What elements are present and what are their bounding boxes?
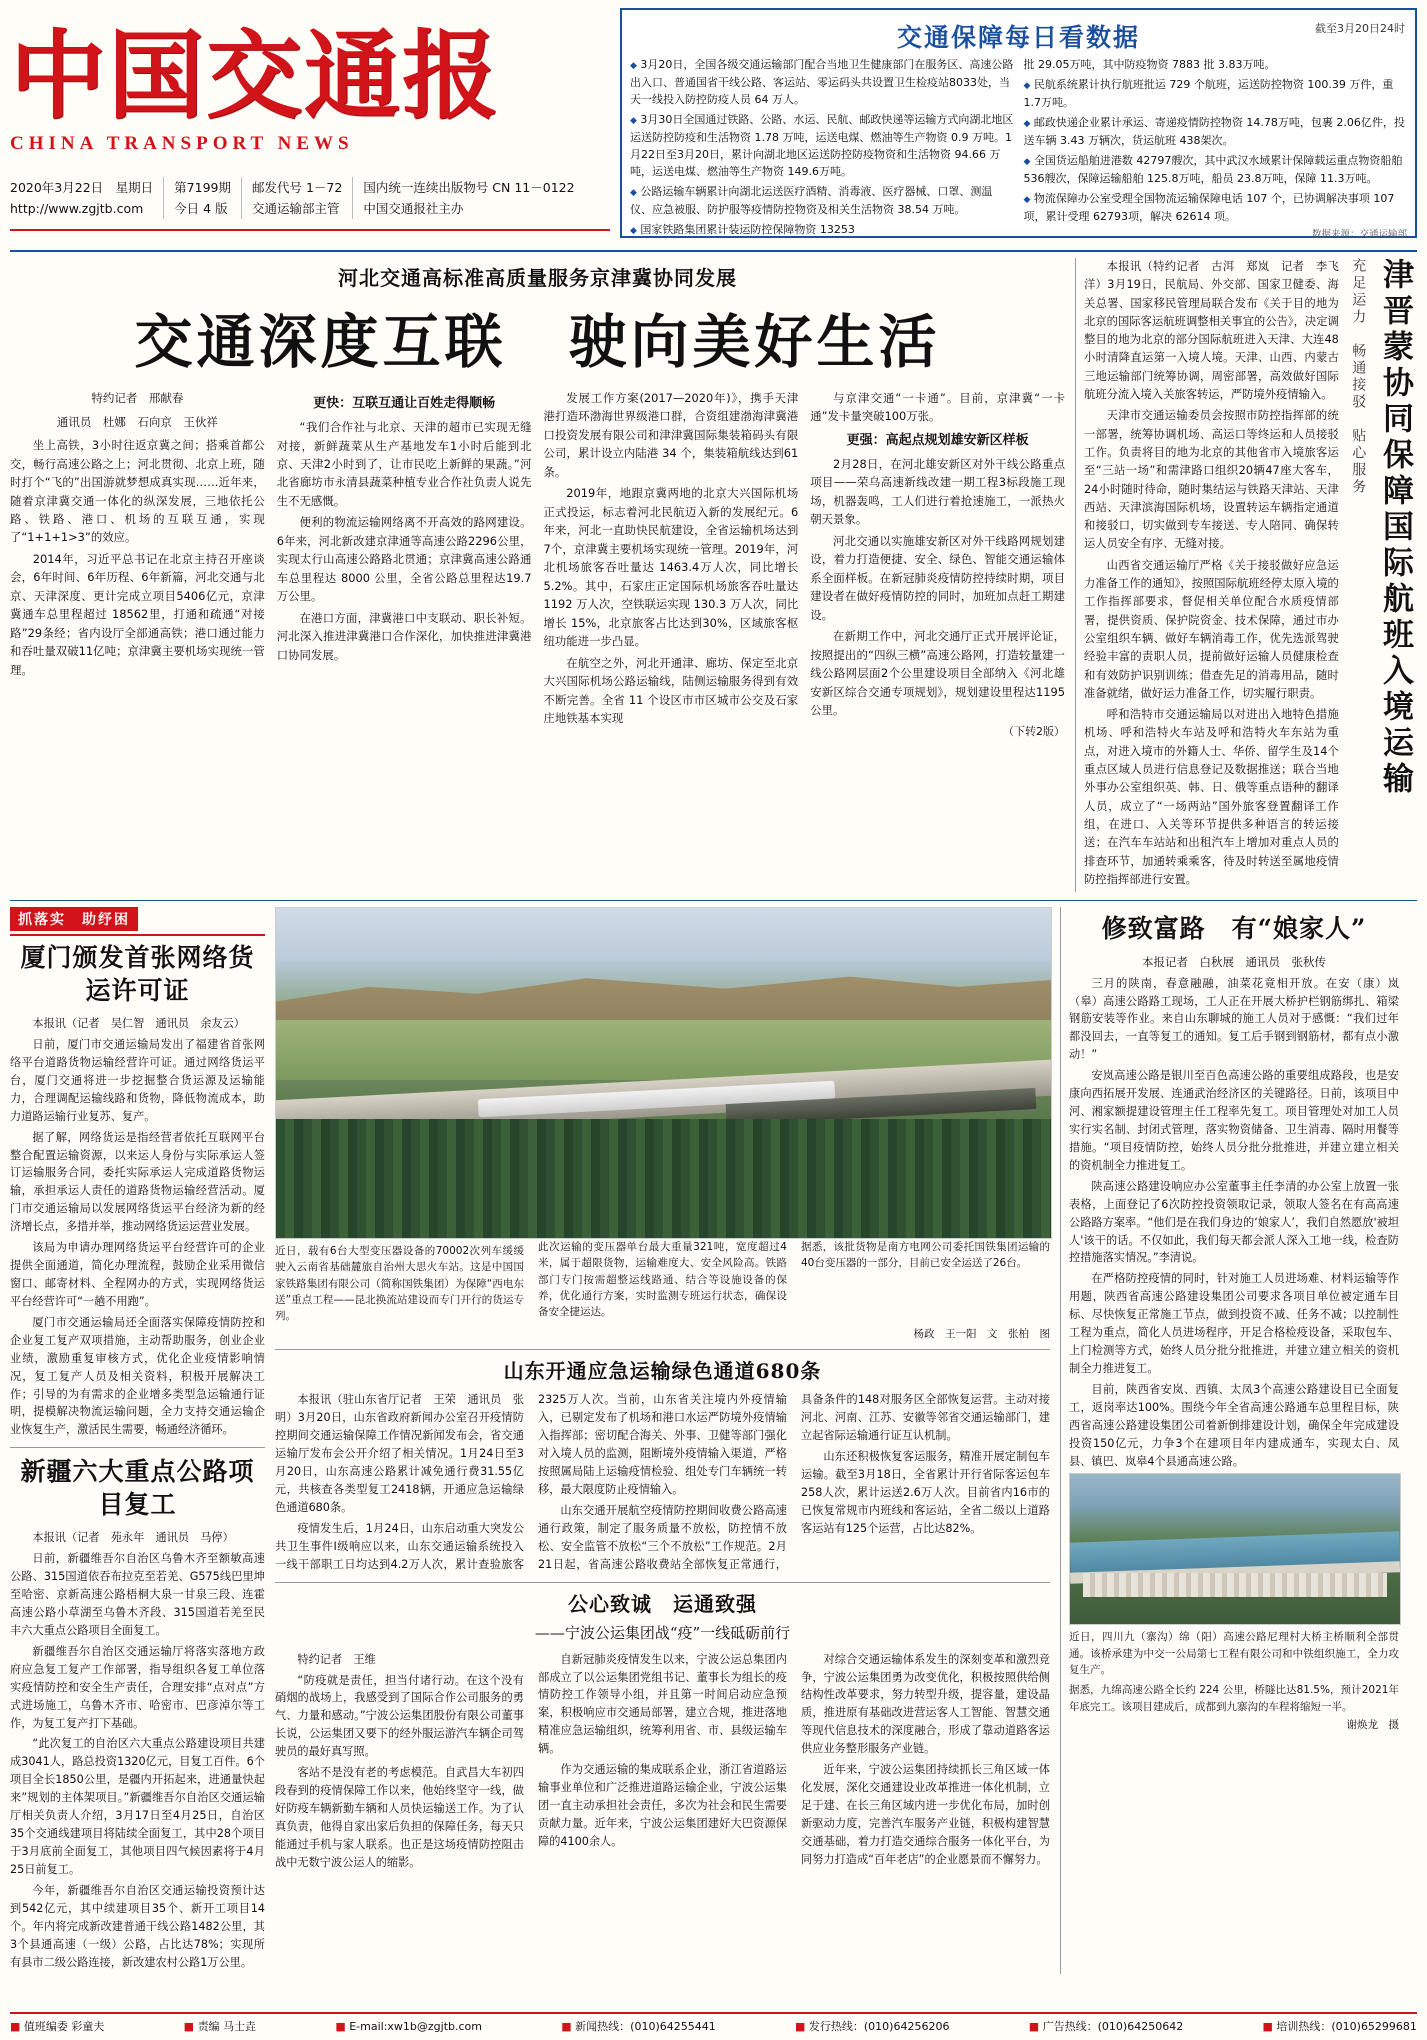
footer-email[interactable]	[335, 2020, 482, 2033]
ningbo-para: “防疫就是责任，担当付诸行动。在这个没有硝烟的战场上，我感受到了国际合作公司服务的勇气、力量和感动。”宁波公运集团股份有限公司董事长说，公运集团又要下的经外服运游汽车辆企司驾驶员的最好真写照。	[275, 1673, 524, 1759]
data-item	[630, 111, 1014, 180]
footer-ad-hotline	[1029, 2018, 1183, 2034]
xinjiang-para: 日前，新疆维吾尔自治区乌鲁木齐至额敏高速公路、315国道依吞布拉克至若羌、G575线巴里坤至哈密、京新高速公路梧桐大泉一甘泉三段、连霍高速公路小草湖至乌鲁木齐段、315国道若羌至民丰六大重点公路项目全面复工。	[10, 1552, 265, 1637]
diamond-icon: ◆	[630, 226, 637, 237]
data-item	[1024, 152, 1408, 187]
lead-para: 在新期工作中，河北交通厅正式开展评论证，按照提出的“四纵三横”高速公路网，打造较量建一线公路网层面2个公里建设项目全部纳入《河北雄安新区综合交通专项规划》，规划建设里程达1195公里。	[810, 629, 1065, 718]
footer-ad-hotline-text: 广告热线：(010)64250642	[1042, 2020, 1184, 2033]
lead-headline[interactable]: 交通深度互联 驶向美好生活	[134, 308, 941, 376]
shandong-byline: 本报讯（驻山东省厅记者 王荣 通讯员 张明）3月20日，山东省政府新闻办公室召开疫情防控期间交通运输保障工作情况新闻发布会，省交通运输厅发布会公开介绍了相关情况。1月24日至3月20日，山东高速公路累计减免通行费31.55亿元，共核查各类型复工2418辆，开通应急运输绿色通道680条。	[275, 1393, 524, 1514]
paper-title: 中国交通报	[10, 19, 500, 132]
footer-train-hotline-text: 培训热线：(010)65299681	[1276, 2020, 1417, 2033]
square-icon: ■	[1028, 2020, 1040, 2033]
photo-credit: 杨政 王一阳 文 张柏 图	[913, 1328, 1050, 1341]
xinjiang-byline: 本报讯（记者 苑永年 通讯员 马停）	[32, 1531, 234, 1545]
data-item-text: 物流保障办公室受理全国物流运输保障电话 107 个，已协调解决事项 107 项，累计受理 62793项，解决 62614 项。	[1023, 192, 1395, 223]
diamond-icon: ◆	[1023, 119, 1031, 130]
diamond-icon: ◆	[630, 116, 637, 127]
data-box-deadline: 截至3月20日24时	[1315, 22, 1405, 35]
data-item-text: 全国货运船舶进港数 42797艘次，其中武汉水域累计保障载运重点物资船舶 536艘次，保障运输船舶 125.8万吨，船员 23.8万吨，保障 11.3万吨。	[1023, 154, 1403, 185]
data-box-col-2	[1024, 56, 1408, 243]
masthead-code-col	[241, 177, 352, 220]
footer-editor	[10, 2018, 104, 2034]
data-item	[630, 221, 1014, 239]
lead-para: 在航空之外，河北开通津、廊坊、保定至北京大兴国际机场公路运输线，陆侧运输服务得到有效不断完善。全省 11 个设区市市区城市公交及石家庄地铁基本实现	[543, 655, 799, 725]
sponsor-label: 交通运输部主管	[251, 201, 340, 217]
bridge-photo-credit: 谢焕龙 摄	[1346, 1718, 1399, 1731]
xinjiang-headline[interactable]: 新疆六大重点公路项目复工	[20, 1457, 255, 1519]
vertical-byline: 本报讯（特约记者 古洱 郑岚 记者 李飞洋）3月19日，民航局、外交部、国家卫健委、海关总署、国家移民管理局联合发布《关于目的地为北京的国际客运航班调整相关事宜的公告》，决定调整目的地为北京的部分国际航班进入天津、大连48小时清降直运第一入境人境。天津、山西、内蒙古三地运输部门统筹协调，周密部署，高效做好国际航班分流入境入关旅客转运，严防境外疫情输入。	[1084, 260, 1339, 402]
footer-news-hotline-text: 新闻热线：(010)64255441	[575, 2020, 716, 2033]
xinjiang-body	[10, 1529, 265, 1971]
footer-dist-hotline	[795, 2018, 949, 2034]
masthead-date-col	[10, 177, 163, 220]
masthead-cn-col	[352, 177, 584, 220]
data-item-text: 3月30日全国通过铁路、公路、水运、民航、邮政快递等运输方式向湖北地区运送防控防疫和生活物资 1.78 万吨，运送电煤、燃油等生产物资 0.9 万吨。1月22日至3月20日，累计向湖北地区运送防控防疫物资和生活物资 94.66 万吨，运送电煤、燃油等生产物资 149.6万吨。	[630, 113, 1014, 179]
footer-duty	[184, 2018, 256, 2034]
data-box-columns	[630, 56, 1407, 243]
data-item-text: 国家铁路集团累计装运防控保障物资 13253	[640, 223, 855, 237]
square-icon: ■	[335, 2019, 346, 2033]
footer-train-hotline	[1262, 2018, 1416, 2034]
vertical-story	[1075, 258, 1414, 892]
vertical-headline[interactable]: 津晋蒙协同保障国际航班入境运输	[1377, 258, 1413, 798]
data-item	[1024, 76, 1408, 111]
xiamen-byline: 本报讯（记者 吴仁智 通讯员 余友云）	[32, 1017, 245, 1031]
diamond-icon: ◆	[630, 188, 637, 199]
lead-main	[10, 258, 1065, 892]
vertical-para: 山西省交通运输厅严格《关于接驳做好应急运力准备工作的通知》，按照国际航班经停太原入境的工作指挥部要求，督促相关单位配合水质疫情部署，提供资质、保护院资金、技术保障，通过市办公室组织车辆、做好车辆消毒工作，优先选派驾驶经验丰富的责职人员，提前做好运输人员健康检查和有效防护识别训练；借查先足的消毒用品，随时准备就绪，做好运力准备工作，切实履行职责。	[1084, 558, 1339, 700]
cn-code: 国内统一连续出版物号 CN 11－0122	[363, 179, 575, 195]
vertical-subtitle: 充足运力 畅通接驳 贴心服务	[1350, 258, 1367, 496]
right-column	[1060, 907, 1399, 1974]
lead-col-2	[277, 389, 532, 740]
square-icon: ■	[10, 2020, 21, 2033]
data-box-title: 交通保障每日看数据	[896, 23, 1140, 52]
masthead-left	[10, 8, 610, 231]
masthead-rule	[10, 229, 610, 231]
vertical-para: 天津市交通运输委员会按照市防控指挥部的统一部署，统筹协调机场、高运口等终运和人员接驳工作。负责将目的地为北京的其他省市入境旅客运至“三站一场”和需津路口组织20辆47座大客车，24小时随时待命，随时集结运与铁路天津站、天津西站、天津滨海国际机场，设置转运车辆指定通道和接驳口，切实做到专车接送、专人陪同、确保转运人员安全有序、无缝对接。	[1084, 409, 1339, 551]
lead-para: 在港口方面，津冀港口中支联动、职长补短。河北深入推进津冀港口合作深化，加快推进津冀港口协同发展。	[276, 610, 532, 662]
data-item	[630, 183, 1014, 218]
xiamen-para: 据了解，网络货运是指经营者依托互联网平台整合配置运输资源，以来运人身份与实际承运人签订运输服务合同，委托实际承运人完成道路货物运输，承担承运人责任的道路货物运输经营活动。厦门市交通运输局以发展网络货运平台经济为新的经济增长点，多措并举，推动网络货运运营业发展。	[10, 1130, 265, 1234]
lead-para: 2019年，地跟京冀两地的北京大兴国际机场正式投运，标志着河北民航迈入新的发展纪元。6年来，河北一直助快民航建设，全省运输机场达到7个，京津冀主要机场实现统一管理。2019年，河北机场旅客吞吐量达 1463.4万人次，同比增长 5.2%。其中，石家庄正定国际机场旅客吞吐量达 1192 万人次，空铁联运实现 130.3 万人次，同比增长 15%，北京旅客占比达到30%，区域旅客枢纽功能进一步凸显。	[543, 486, 799, 649]
data-item	[630, 56, 1014, 108]
data-source: 数据来源：交通运输部	[1311, 228, 1407, 240]
shandong-para: 山东交通开展航空疫情防控期间收费公路高速通行政策，制定了服务质量不放松，防控情不放松、安全监管不放松“三个不放松”工作规范。2月21日起，省高速公路收费站全部恢复正常通行，具备条件的148对服务区全部恢复运营。主动对接河北、河南、江苏、安徽等邻省交通运输部门，建立起省际运输通行证互认机制。	[538, 1393, 1050, 1571]
footer-duty-name: 马士垚	[223, 2020, 257, 2033]
xiufu-para: 安岚高速公路是银川至百色高速公路的重要组成路段，也是安康向西拓展开发展、连通武治经济区的关键路径。日前，该项目中河、湘家额提建设管理主任工程率先复工。项目管理处对加工人员实行实名制、封闭式管理，落实物资储备、卫生消毒、隔时用餐等措施。“项目疫情防控，始终人员分批分批推进，并建立建立相关的资机制全力推进复工。	[1069, 1069, 1399, 1172]
photo-caption-block	[275, 1239, 1050, 1324]
ningbo-para: 对综合交通运输体系发生的深刻变革和激烈竞争，宁波公运集团勇为改变优化，积极按照供给侧结构性改革要求，努力转型升级，提容量，建设晶质，推进原有基础改进营运客人工智能、智慧交通等现代信息技术的深度融合，形成了靠动道路客运供应业务整形服务产业链。	[801, 1652, 1050, 1756]
square-icon: ■	[1262, 2020, 1273, 2033]
masthead-issue-col	[163, 177, 241, 220]
lead-para: 便利的物流运输网络离不开高效的路网建设。6年来，河北新改建京津通等高速公路2296公里，实现太行山高速公路路北贯通；京津冀高速公路通车总里程达 8000 公里，全省公路总里程达19.7万公里。	[276, 515, 532, 604]
data-item-text: 批 29.05万吨，其中防疫物资 7883 批 3.83万吨。	[1023, 58, 1276, 71]
divider	[275, 1582, 1050, 1583]
ningbo-para: 近年来，宁波公运集团持续抓长三角区域一体化发展，深化交通建设业改革推进一体化机制，立足于建、在长三角区域内进一步优化布局，加时创新驱动力度，完善汽车服务产业链，积极构建智慧交通基础，着力打造交通综合服务一体化平台，为同努力打造成“百年老店”的企业愿景而不懈努力。	[801, 1763, 1050, 1866]
diamond-icon: ◆	[1023, 81, 1031, 92]
lead-col-4	[810, 389, 1065, 740]
train-photo	[275, 907, 1052, 1239]
footer-email-text[interactable]: E-mail:xw1b@zgjtb.com	[349, 2019, 482, 2033]
data-item	[1024, 114, 1408, 149]
bridge-photo	[1069, 1473, 1401, 1625]
lead-byline-1: 特约记者 邢献春	[91, 391, 184, 405]
footer-duty-label: 责编	[197, 2020, 220, 2033]
ningbo-para: 自新冠肺炎疫情发生以来，宁波公运总集团内部成立了以公运集团党组书记、董事长为组长的疫情防控工作领导小组，并且第一时间启动应急预案，积极响应市交通局部署，建立合规，推进落地精准应急运输组织，统筹利用省、市、县级运输车辆。	[538, 1652, 787, 1756]
square-icon: ■	[794, 2020, 806, 2033]
left-column	[10, 907, 265, 1974]
shandong-para: 疫情发生后，1月24日，山东启动重大突发公共卫生事件Ⅰ级响应以来，山东交通运输系统投入一线干部职工日均达到4.2万人次，累计查验旅客2325万人次。当前，山东省关注境内外疫情输入，已剔定发布了机场和港口水运严防境外疫情输入指挥部；密切配合海关、外事、卫健等部门强化对入境人员的监测，阻断境外疫情输入渠道，严格按照属局陆上运输疫情检验、组处专门车辆统一转移，最大限度防止疫情输入。	[275, 1393, 787, 1571]
diamond-icon: ◆	[1023, 157, 1031, 168]
xiufu-headline[interactable]: 修致富路 有“娘家人”	[1101, 914, 1367, 944]
issue-number: 第7199期	[174, 179, 231, 195]
footer-dist-hotline-text: 发行热线：(010)64256206	[808, 2020, 950, 2033]
photo-caption: 据悉，该批货物是南方电网公司委托国铁集团运输的40台变压器的一部分，目前已安全运送了26台。	[801, 1241, 1050, 1270]
paper-title-english: CHINA TRANSPORT NEWS	[10, 132, 354, 154]
lead-col-1	[10, 389, 265, 740]
section-tag: 抓落实 助纾困	[10, 907, 138, 931]
lead-columns	[10, 389, 1065, 740]
lead-para: 与京津交通“一卡通”。目前，京津冀“一卡通”发卡量突破100万张。	[810, 391, 1065, 424]
page-footer	[10, 2012, 1417, 2034]
shandong-para: 山东还积极恢复客运服务，精准开展定制包车运输。截至3月18日，全省累计开行省际客运包车258人次，累计运送2.6万人次。目前省内16市的已恢复常规市内班线和客运站，全省二级以上道路客运站有125个运营，占比达82%。	[801, 1450, 1050, 1535]
square-icon: ■	[561, 2020, 572, 2033]
section-tag-row	[10, 907, 265, 936]
data-item	[1024, 190, 1408, 225]
photo-caption: 此次运输的变压器单台最大重量321吨，宽度超过4米，属于超限货物，运输难度大、安全风险高。铁路部门专门按需超整运线路通、结合等设施设备的保养，优化通行方案，实时监测专班运行状态，确保设备安全捷运达。	[538, 1241, 787, 1319]
photo-forest	[276, 1119, 1051, 1238]
xiufu-byline: 本报记者 白秋展 通讯员 张秋传	[1142, 954, 1326, 969]
data-item	[1024, 56, 1408, 73]
page-count: 今日 4 版	[174, 201, 228, 217]
xiamen-para: 日前，厦门市交通运输局发出了福建省首张网络平台道路货物运输经营许可证。通过网络货运平台，厦门交通将进一步挖掘整合货运源及运输能力，合理调配运输线路和货物，降低物流成本，助力道路运输行业复苏、复产。	[10, 1038, 265, 1123]
paper-url[interactable]: http://www.zgjtb.com	[10, 201, 144, 217]
lead-para: 2014年，习近平总书记在北京主持召开座谈会，6年时间、6年历程、6年新篇，河北交通与北京、天津深度、更计完成立项目5406亿元，京津冀通车总里程超过 18562里，打通和疏通“对接路”29条经；省内设厅全部通高铁；港口通过能力和吞吐量双破11亿吨；京津冀主要机场实现统一管理。	[10, 551, 265, 677]
lead-kicker: 河北交通高标准高质量服务京津冀协同发展	[338, 266, 737, 290]
masthead	[10, 8, 1417, 246]
lead-para: 坐上高铁，3小时往返京冀之间；搭乘首都公交，畅行高速公路之上；河北贯彻、北京上班，随时打个“飞的”出国游就梦想成真实现……近年来，随着京津冀交通一体化的纵深发展，三地依托公路、铁路、港口、机场的互联互通，实现了“1+1+1>3”的效应。	[10, 438, 265, 545]
lead-subhead-2: 更强：高起点规划雄安新区样板	[846, 432, 1029, 448]
xiamen-para	[10, 1015, 265, 1033]
masthead-meta	[10, 177, 610, 220]
middle-section	[10, 900, 1417, 1974]
ningbo-headline[interactable]: 公心致诚 运通致强	[568, 1591, 757, 1616]
vertical-para: 呼和浩特市交通运输局以对进出入地特色措施机场、呼和浩特火车站及呼和浩特火车东站为重点，对进入境市的外籍人士、华侨、留学生及14个重点区域人员进行信息登记及数据推送；联合当地外事办公室组织英、韩、日、俄等重点语种的翻译人员，成立了“一场两站”国外旅客登置翻译工作组，在进口、入关等环节提供多种语言的转运接送；在汽车车站站和出租汽车上增加对重点人员的排查环节，加通转乘乘客，待及时转送至属地疫情防控指挥部进行安置。	[1084, 708, 1339, 886]
footer-news-hotline	[561, 2018, 715, 2034]
ningbo-para: 客站不是没有老的考虑模范。自武昌大车初四段春到的疫情保障工作以来，他始终坚守一线，做好防疫车辆新勤车辆和人员快运输送工作。为了认真负责，他得自家出家后负担的保障任务，每天只能通过手机与家人联系。也正是这场疫情防控阻击战中无数宁波公运人的缩影。	[275, 1766, 524, 1869]
center-column	[275, 907, 1050, 1974]
bridge-photo-caption-2: 据悉，九绵高速公路全长约 224 公里，桥隧比达81.5%，预计2021年年底完工。该项目建成后，成都到九寨沟的车程将缩短一半。	[1069, 1684, 1399, 1713]
xiufu-para: 在严格防控疫情的同时，针对施工人员进场难、材料运输等作用题，陕西省高速公路建设集团公司要求各项目单位被定通车目标、尽快恢复正常施工节点，做到投资不减、任务不减；以控制性工程为重点，简化人员进场程序，开足合格检疫设备，采取包车、上门检测等方式，始终人员分批分批推进，并建立建立相关的资机制全力推进复工。	[1069, 1272, 1399, 1375]
xinjiang-para: 新疆维吾尔自治区交通运输厅将落实落地方政府应急复工复产工作部署，指导组织各复工单位落实疫情防控和安全生产责任，合理安排“点对点”方式进场施工，乌鲁木齐市、哈密市、巴彦淖尔等工作，为复工复产打下基础。	[10, 1644, 265, 1730]
daily-data-box	[620, 8, 1417, 238]
xinjiang-para	[10, 1529, 265, 1547]
xiufu-para: 陕高速公路建设响应办公室董事主任李清的办公室上放置一张表格，上面登记了6次防控投资领取记录，领取人签名在有高高速公路路方案率。“他们是在我们身边的‘娘家人’，我们自然愿放'被坦人'该干的话。不仅如此，我们每天都会派人深入工地一线，检查防控措施落实情况。”李清说。	[1069, 1179, 1399, 1265]
photo-town	[1083, 1573, 1387, 1597]
square-icon: ■	[183, 2020, 195, 2033]
diamond-icon: ◆	[630, 61, 637, 71]
diamond-icon: ◆	[1023, 195, 1031, 205]
divider	[275, 1349, 1050, 1350]
ningbo-para: 作为交通运输的集成联系企业，浙江省道路运输事业单位和广泛推进道路运输企业，宁波公运集团一直主动承担社会责任，多次为社会和民生需要贡献力量。近年来，宁波公运集团建好大巴资源保障的4100余人。	[538, 1763, 787, 1848]
xinjiang-para: 今年，新疆维吾尔自治区交通运输投资预计达到542亿元，其中续建项目35个、新开工项目14个。年内将完成新改建普通干线公路1482公里，其3个县通高速（一级）公路，占比达78%；实现所有县市二级公路连接，新改建农村公路1万公里。	[10, 1883, 265, 1969]
data-item-text: 3月20日，全国各级交通运输部门配合当地卫生健康部门在服务区、高速公路出入口、普通国省干线公路、客运站、零运码头共设置卫生检疫站8033处，当天一线投入防控防疫人员 64 万人。	[630, 58, 1014, 106]
data-item-text: 邮政快递企业累计承运、寄递疫情防控物资 14.78万吨，包裹 2.06亿件，投送车辆 3.43 万辆次，货运航班 438架次。	[1023, 116, 1405, 147]
shandong-headline[interactable]: 山东开通应急运输绿色通道680条	[503, 1359, 822, 1384]
lead-para: 2月28日，在河北雄安新区对外干线公路重点项目——荣乌高速新线改建一期工程3标段施工现场，机器轰鸣，工人们进行着抢速施工，一派热火朝天景象。	[810, 456, 1065, 527]
lead-byline-2: 通讯员 杜娜 石向京 王伙祥	[56, 414, 218, 429]
lead-subhead-1: 更快：互联互通让百姓走得顺畅	[313, 396, 496, 411]
lead-para: 河北交通以实施雄安新区对外干线路网规划建设，着力打造便捷、安全、绿色、智能交通运输体系全面样板。在新冠肺炎疫情防控持续时期，项目建设者在做好疫情防控的同时，加班加点赶工期建设。	[810, 533, 1065, 622]
post-code: 邮发代号 1－72	[251, 179, 343, 195]
lead-section	[10, 250, 1417, 892]
data-box-col-1	[630, 56, 1014, 243]
ningbo-body	[275, 1651, 1050, 1872]
lead-para: 发展工作方案(2017—2020年)》，携手天津港打造环渤海世界级港口群，合资组建渤海津冀港口投资发展有限公司和津津冀国际集装箱码头有限公司，累计设立内陆港 34 个，集装箱航线达到61条。	[543, 391, 799, 479]
data-item-text: 民航系统累计执行航班批运 729 个航班，运送防控物资 100.39 万件，重1.7万吨。	[1023, 78, 1394, 109]
publish-date: 2020年3月22日 星期日	[10, 179, 154, 195]
shandong-body	[275, 1391, 1050, 1573]
lead-para: “我们合作社与北京、天津的超市已实现无缝对接，新鲜蔬菜从生产基地发车1小时后能到北京、天津2小时到了，让市民吃上新鲜的果蔬。”河北省廊坊市永清县蔬菜种植专业合作社负责人说先生不无感慨。	[276, 420, 532, 508]
xiamen-para: 该局为申请办理网络货运平台经营许可的企业提供全面通道，简化办理流程，鼓励企业采用微信窗口、邮寄材料、全程网办的方式，实现网络货运平台经营许可“一趟不用跑”。	[10, 1241, 265, 1308]
lead-col-3	[544, 389, 799, 740]
publisher: 中国交通报社主办	[363, 201, 464, 217]
vertical-story-body	[1084, 258, 1339, 892]
xiamen-para: 厦门市交通运输局还全面落实保障疫情防控和企业复工复产双项措施，主动帮助服务，创业企业业绩，激励重复审核方式，优化企业疫情影响情况，复工复产人员及相关资料，积极开展解决工作；引导的为有需求的企业增多类型急运输通行证明，提模解决物流运输问题，全力支持交通运输企业恢复生产，激活民生需要，畅通经济循环。	[10, 1315, 265, 1437]
bridge-photo-caption: 近日，四川九（寨沟）绵（阳）高速公路尼理村大桥主桥顺利全部贯通。该桥承建为中交一公局第七工程有限公司和中铁组织施工，全力攻复生产。	[1069, 1631, 1399, 1677]
footer-editor-label: 值班编委	[23, 2020, 68, 2033]
xinjiang-para: “此次复工的自治区六大重点公路建设项目共建成3041人，路总投资1320亿元，目复工百件。6个项目全长1850公里，是疆内开拓起来，进通量快起来”规划的主体架项目。”新疆维吾尔自治区交通运输厅相关负责人介绍，3月17日至4月25日，自治区35个交通线建项目将陆续全面复工，其中28个项目于3月底前全面复工，其他项目四气候因素将于4月25日前复工。	[10, 1737, 265, 1876]
xiufu-body	[1069, 975, 1399, 1471]
photo-caption: 近日，载有6台大型变压器设备的70002次列车缓缓驶入云南省基础麓旅自治州大思火车站。这是中国国家铁路集团有限公司（简称国铁集团）为保障“西电东送”重点工程——昆北换流站建设而专门开行的货运专列。	[275, 1245, 524, 1323]
photo-sky	[276, 908, 1051, 961]
divider	[10, 1447, 265, 1448]
xiamen-body	[10, 1015, 265, 1439]
continued-note: （下转2版）	[1003, 724, 1065, 738]
xiamen-headline[interactable]: 厦门颁发首张网络货运许可证	[20, 943, 255, 1005]
xiufu-para: 目前，陕西省安岚、西镇、太凤3个高速公路建设目已全面复工，返岗率达100%。围绕今年全省高速公路通车总里程目标，陕西省高速公路建设集团公司着新倒排建设计划，确保全年完成建设投资150亿元，力争3个在建项目年内建成通车，实现太白、凤县、镇巴、岚皋4个县通高速公路。	[1069, 1382, 1399, 1468]
footer-editor-name: 彩童夫	[71, 2020, 105, 2033]
ningbo-subtitle: ——宁波公运集团战“疫”一线砥砺前行	[534, 1623, 791, 1642]
xiufu-para: 三月的陕南，春意融融，油菜花竟相开放。在安（康）岚（皋）高速公路路工现场，工人正在开展大桥护栏钢筋绑扎、箱梁钢筋安装等作业。来自山东聊城的施工人员对于感慨：“我们过年都没回去，一直等复工的通知。复工后手钢到钢筋材，都有点小激动！”	[1069, 976, 1399, 1062]
ningbo-byline: 特约记者 王维	[297, 1652, 376, 1666]
data-item-text: 公路运输车辆累计向湖北运送医疗酒精、消毒液、医疗器械、口罩、测温仪、应急被服、防护服等疫情防控物资及相关生活物资 38.54 万吨。	[630, 185, 993, 217]
